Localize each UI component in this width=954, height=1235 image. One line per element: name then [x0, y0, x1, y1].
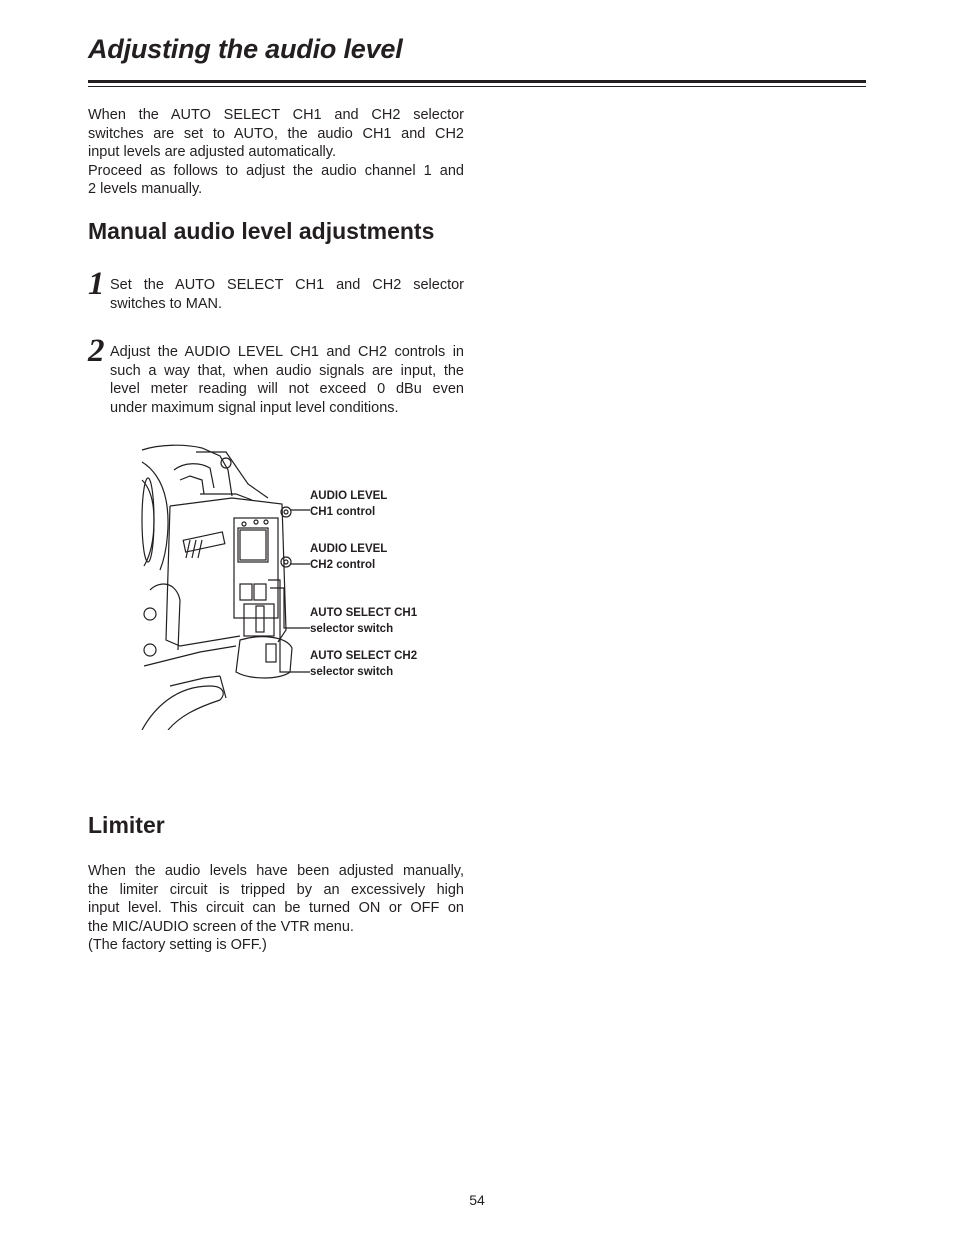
step-line: Adjust the AUDIO LEVEL CH1 and CH2 controls in [110, 344, 464, 360]
limiter-line: (The factory setting is OFF.) [88, 937, 267, 954]
intro-line: switches are set to AUTO, the audio CH1 and CH2 [88, 125, 464, 142]
callout-line: AUTO SELECT CH1 [310, 607, 418, 619]
step-line: such a way that, when audio signals are input, the [110, 362, 464, 379]
callout-line: selector switch [310, 623, 394, 635]
intro-line: 2 levels manually. [88, 181, 203, 198]
step-line: level meter reading will not exceed 0 dBu even [110, 381, 464, 398]
intro-line: input levels are adjusted automatically. [88, 144, 336, 161]
intro-line: When the AUTO SELECT CH1 and CH2 selector [88, 107, 464, 123]
step-line: Set the AUTO SELECT CH1 and CH2 selector [110, 277, 464, 293]
callout-line: AUTO SELECT CH2 [310, 650, 418, 662]
callout-audio-level-ch1 [310, 488, 387, 520]
intro-paragraph [88, 106, 464, 199]
limiter-section-heading: Limiter [88, 812, 165, 838]
callout-line: CH1 control [310, 506, 376, 518]
limiter-line: When the audio levels have been adjusted manually, [88, 863, 464, 879]
intro-line: Proceed as follows to adjust the audio channel 1 and [88, 162, 464, 179]
limiter-line: the limiter circuit is tripped by an excessively high [88, 881, 464, 898]
step-2-number: 2 [88, 333, 105, 369]
title-rule-thin [88, 86, 866, 87]
callout-auto-select-ch2 [310, 648, 417, 680]
callout-line: CH2 control [310, 559, 376, 571]
limiter-line: the MIC/AUDIO screen of the VTR menu. [88, 918, 354, 935]
camera-side-panel-illustration [140, 440, 310, 730]
step-line: under maximum signal input level conditions. [110, 399, 399, 416]
callout-audio-level-ch2 [310, 541, 387, 573]
step-2-text [110, 343, 464, 417]
step-line: switches to MAN. [110, 295, 222, 312]
callout-line: AUDIO LEVEL [310, 543, 388, 555]
limiter-paragraph [88, 862, 464, 955]
page-number: 54 [469, 1192, 485, 1208]
title-rule [88, 80, 866, 83]
page-title: Adjusting the audio level [88, 34, 403, 64]
manual-section-heading: Manual audio level adjustments [88, 218, 435, 244]
limiter-line: input level. This circuit can be turned ON or OFF on [88, 900, 464, 917]
callout-line: selector switch [310, 666, 394, 678]
step-1-number: 1 [88, 266, 105, 302]
step-1-text [110, 276, 464, 313]
callout-line: AUDIO LEVEL [310, 490, 388, 502]
callout-auto-select-ch1 [310, 605, 417, 637]
